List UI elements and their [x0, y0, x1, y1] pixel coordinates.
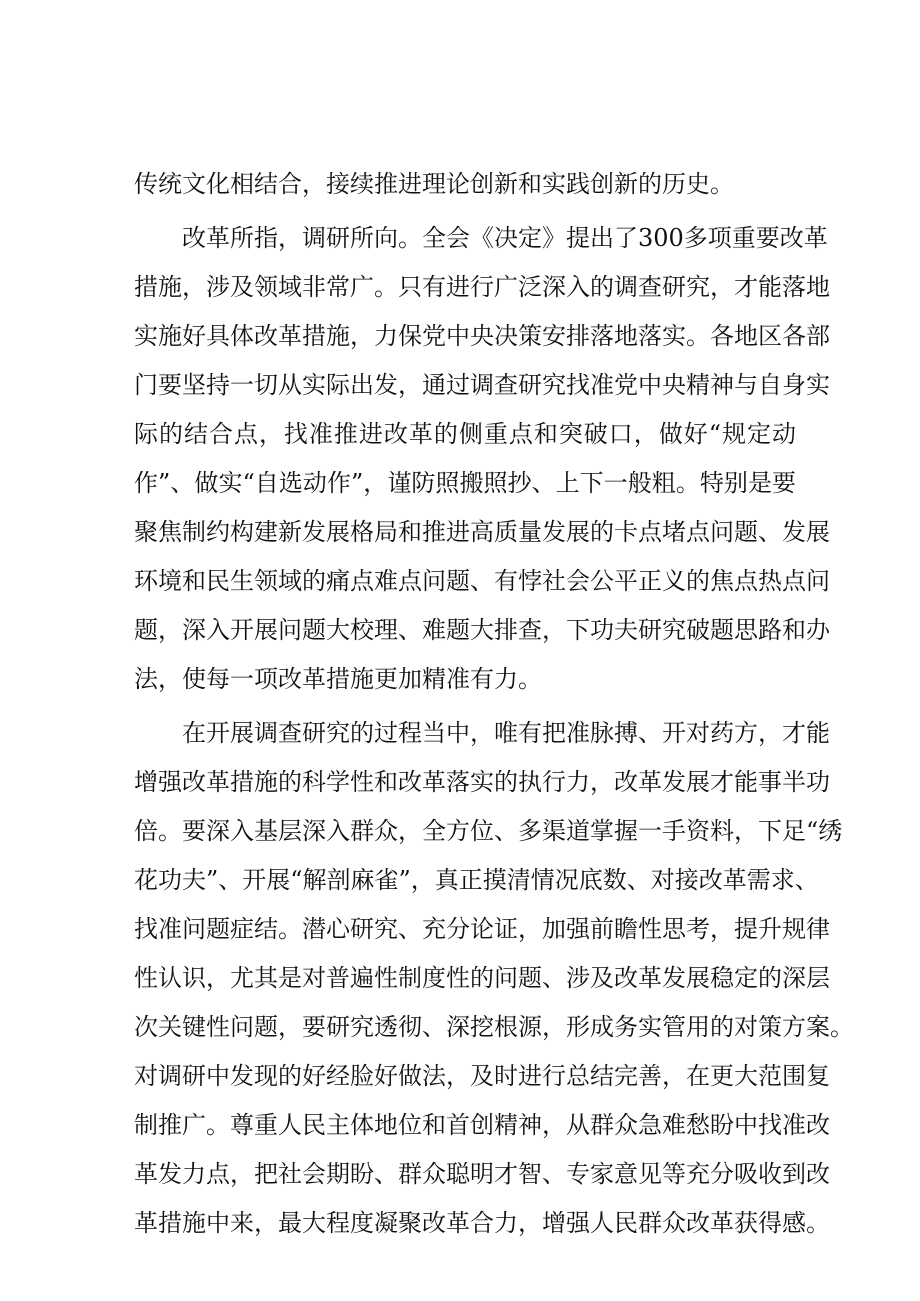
text-line: 际的结合点，找准推进改革的侧重点和突破口，做好“规定动 — [134, 420, 796, 448]
text-line: 革发力点，把社会期盼、群众聪明才智、专家意见等充分吸收到改 — [134, 1160, 830, 1188]
text-line: 次关键性问题，要研究透彻、深挖根源，形成务实管用的对策方案。 — [134, 1013, 854, 1041]
text-line: 找准问题症结。潜心研究、充分论证，加强前瞻性思考，提升规律 — [134, 915, 830, 943]
text-line: 倍。要深入基层深入群众，全方位、多渠道掌握一手资料，下足“绣 — [134, 817, 843, 845]
text-line: 法，使每一项改革措施更加精准有力。 — [134, 665, 542, 693]
paragraph-2-first-line: 在开展调查研究的过程当中，唯有把准脉搏、开对药方，才能 — [182, 719, 830, 747]
text-line: 聚焦制约构建新发展格局和推进高质量发展的卡点堵点问题、发展 — [134, 518, 830, 546]
text-line: 性认识，尤其是对普遍性制度性的问题、涉及改革发展稳定的深层 — [134, 964, 830, 992]
text-line: 传统文化相结合，接续推进理论创新和实践创新的历史。 — [134, 170, 734, 198]
text-line: 作”、做实“自选动作”，谨防照搬照抄、上下一般粗。特别是要 — [134, 469, 796, 497]
text-line: 措施，涉及领域非常广。只有进行广泛深入的调查研究，才能落地 — [134, 273, 830, 301]
text-line: 环境和民生领域的痛点难点问题、有悖社会公平正义的焦点热点问 — [134, 567, 830, 595]
text-line: 题，深入开展问题大校理、难题大排查，下功夫研究破题思路和办 — [134, 616, 830, 644]
text-line: 增强改革措施的科学性和改革落实的执行力，改革发展才能事半功 — [134, 768, 830, 796]
text-line: 革措施中来，最大程度凝聚改革合力，增强人民群众改革获得感。 — [134, 1209, 830, 1237]
text-line: 实施好具体改革措施，力保党中央决策安排落地落实。各地区各部 — [134, 322, 830, 350]
paragraph-1-first-line: 改革所指，调研所向。全会《决定》提出了300多项重要改革 — [182, 224, 828, 252]
text-line: 门要坚持一切从实际出发，通过调查研究找准党中央精神与自身实 — [134, 371, 830, 399]
text-line: 对调研中发现的好经脸好做法，及时进行总结完善，在更大范围复 — [134, 1062, 830, 1090]
text-line: 花功夫”、开展“解剖麻雀”，真正摸清情况底数、对接改革需求、 — [134, 866, 819, 894]
text-line: 制推广。尊重人民主体地位和首创精神，从群众急难愁盼中找准改 — [134, 1111, 830, 1139]
